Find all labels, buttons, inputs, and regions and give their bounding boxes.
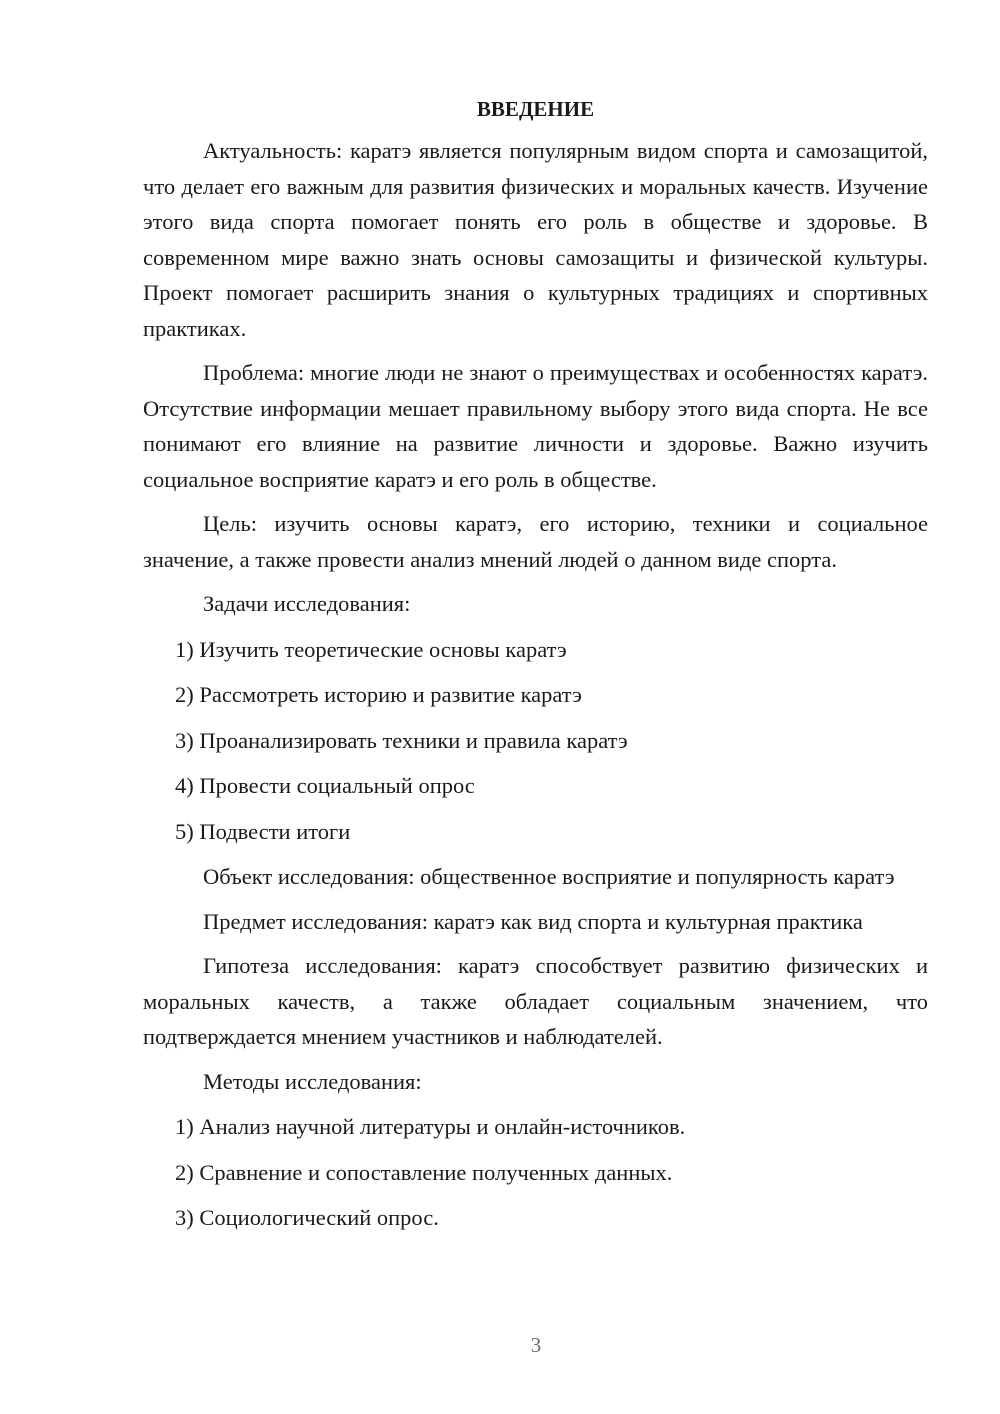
- task-item: 5) Подвести итоги: [175, 818, 351, 844]
- hypothesis-paragraph: Гипотеза исследования: каратэ способствует развитию физических и моральных качеств, а также обладает социальным значением, что подтверждается мнением участников и наблюдателей.: [143, 953, 928, 1049]
- problem-paragraph: Проблема: многие люди не знают о преимуществах и особенностях каратэ. Отсутствие информации мешает правильному выбору этого вида спорта. Не все понимают его влияние на развитие личности и здоровье. Важно изучить социальное восприятие каратэ и его роль в обществе.: [143, 360, 928, 492]
- task-item: 2) Рассмотреть историю и развитие каратэ: [175, 682, 582, 707]
- tasks-heading: Задачи исследования:: [203, 591, 411, 616]
- goal-paragraph: Цель: изучить основы каратэ, его историю, техники и социальное значение, а также провести анализ мнений людей о данном виде спорта.: [143, 511, 928, 572]
- page-number: 3: [530, 1333, 542, 1357]
- method-item: 1) Анализ научной литературы и онлайн-источников.: [175, 1114, 686, 1139]
- method-item: 3) Социологический опрос.: [175, 1205, 439, 1230]
- methods-heading: Методы исследования:: [203, 1068, 422, 1094]
- object-paragraph: Объект исследования: общественное восприятие и популярность каратэ: [203, 864, 895, 889]
- page-content: [143, 92, 928, 1246]
- subject-paragraph: Предмет исследования: каратэ как вид спорта и культурная практика: [203, 908, 863, 934]
- task-item: 3) Проанализировать техники и правила каратэ: [175, 727, 628, 753]
- section-title: ВВЕДЕНИЕ: [476, 97, 595, 121]
- task-item: 4) Провести социальный опрос: [175, 773, 475, 798]
- method-item: 2) Сравнение и сопоставление полученных данных.: [175, 1159, 673, 1185]
- task-item: 1) Изучить теоретические основы каратэ: [175, 636, 567, 662]
- relevance-paragraph: Актуальность: каратэ является популярным видом спорта и самозащитой, что делает его важным для развития физических и моральных качеств. Изучение этого вида спорта помогает понять его роль в обществе и здоровье. В современном мире важно знать основы самозащиты и физической культуры. Проект помогает расширить знания о культурных традициях и спортивных практиках.: [143, 138, 928, 341]
